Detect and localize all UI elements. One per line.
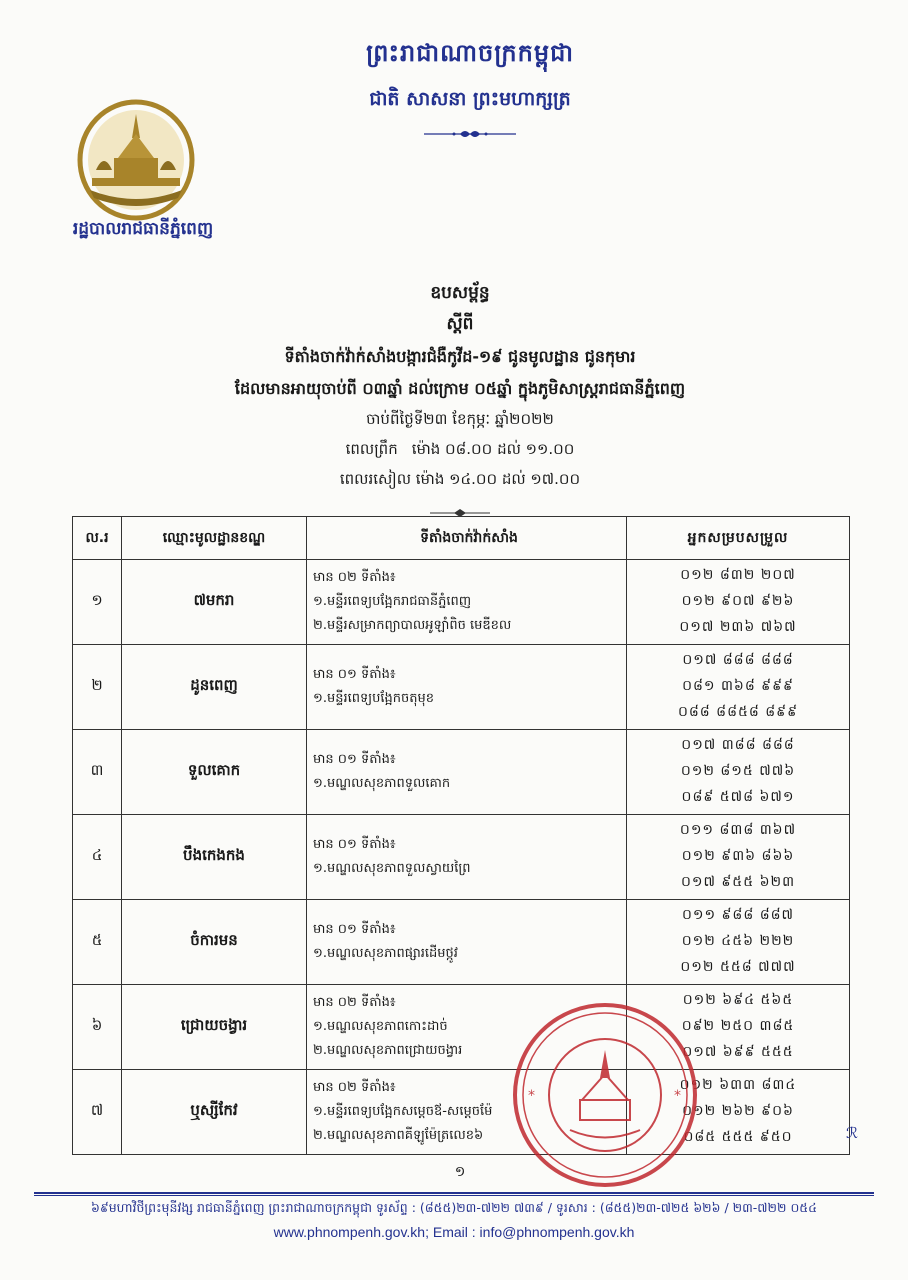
header-no: ល.រ (73, 517, 122, 560)
phone-number: ០១២ ៩០៧ ៩២៦ (681, 593, 795, 609)
location-summary: មាន ០២ ទីតាំង៖ (313, 1080, 396, 1095)
district-name: បឹងកេងកង (122, 815, 307, 900)
phone-number: ០៨១ ៣៦៨ ៩៩៩ (682, 678, 794, 694)
letterhead (250, 38, 690, 144)
location-site: ១.មន្ទីរពេទ្យបង្អែករាជធានីភ្នំពេញ (313, 594, 472, 609)
kingdom-title: ព្រះរាជាណាចក្រកម្ពុជា (366, 39, 574, 67)
municipality-name: រដ្ឋបាលរាជធានីភ្នំពេញ (72, 219, 214, 239)
district-name: ចំការមន (122, 900, 307, 985)
location-cell (307, 730, 627, 815)
location-site: ១.មណ្ឌលសុខភាពទួលគោក (313, 776, 451, 791)
morning-label: ពេលព្រឹក (345, 440, 398, 458)
table-row (73, 900, 850, 985)
table-row (73, 645, 850, 730)
official-seal-stamp-icon (510, 1000, 700, 1190)
afternoon-label: ពេលរសៀល (339, 470, 411, 488)
title-age-range: ដែលមានអាយុចាប់ពី ០៣ឆ្នាំ ដល់ក្រោម ០៥ឆ្នាំ ក្នុងភូមិសាស្ត្ររាជធានីភ្នំពេញ (234, 379, 686, 398)
footer-contact: www.phnompenh.gov.kh; Email : info@phnompenh.gov.kh (273, 1224, 635, 1240)
annex-label: ឧបសម្ព័ន្ធ (430, 283, 490, 303)
phone-number: ០១២ ២៦២ ៩០៦ (682, 1103, 794, 1119)
afternoon-time: ម៉ោង ១៤.០០ ដល់ ១៧.០០ (415, 470, 581, 488)
coordinator-phones (627, 815, 850, 900)
footer-address: ៦៩មហាវិថីព្រះមុនីវង្ស រាជធានីភ្នំពេញ ព្រះរាជាណាចក្រកម្ពុជា ទូរស័ព្ទ : (៨៥៥)២៣-៧២២ ៧៣៩ / ទូរសារ : (៨៥៥)២៣-៧២៥ ៦២៦ / ២៣-៧២២ ០៥៤ (91, 1200, 817, 1215)
svg-text:*: * (674, 1088, 681, 1104)
location-summary: មាន ០១ ទីតាំង៖ (313, 752, 396, 767)
afternoon-session (140, 470, 780, 492)
header-coordinator: អ្នកសម្របសម្រួល (627, 517, 850, 560)
location-site: ១.មណ្ឌលសុខភាពទួលស្វាយព្រៃ (313, 861, 471, 876)
row-number: ៧ (73, 1070, 122, 1155)
location-site: ១.មន្ទីរពេទ្យបង្អែកសម្តេចឪ-សម្តេចម៉ែ (313, 1104, 493, 1119)
district-name: ទួលគោក (122, 730, 307, 815)
district-name: ជ្រោយចង្វារ (122, 985, 307, 1070)
location-cell (307, 900, 627, 985)
row-number: ២ (73, 645, 122, 730)
district-name: ៧មករា (122, 560, 307, 645)
location-summary: មាន ០១ ទីតាំង៖ (313, 922, 396, 937)
phone-number: ០១២ ៥៥៨ ៧៧៧ (680, 959, 796, 975)
district-name: ឬស្សីកែវ (122, 1070, 307, 1155)
location-summary: មាន ០២ ទីតាំង៖ (313, 570, 396, 585)
phone-number: ០១៧ ៣៨៨ ៨៨៨ (681, 737, 795, 753)
morning-time: ម៉ោង ០៨.០០ ដល់ ១១.០០ (411, 440, 575, 458)
vaccination-schedule-table (72, 516, 850, 1155)
header-location: ទីតាំងចាក់វ៉ាក់សាំង (307, 517, 627, 560)
location-cell (307, 815, 627, 900)
table-header-row (73, 517, 850, 560)
location-site: ១.មណ្ឌលសុខភាពផ្សារដើមថ្កូវ (313, 946, 458, 961)
coordinator-phones (627, 730, 850, 815)
location-site: ១.មន្ទីរពេទ្យបង្អែកចតុមុខ (313, 691, 434, 706)
header-ornament-icon (250, 125, 690, 144)
national-motto: ជាតិ សាសនា ព្រះមហាក្សត្រ (369, 88, 571, 110)
phone-number: ០១២ ៨១៥ ៧៧៦ (680, 763, 796, 779)
row-number: ១ (73, 560, 122, 645)
row-number: ៣ (73, 730, 122, 815)
phnom-penh-emblem-icon (74, 98, 198, 226)
location-site: ១.មណ្ឌលសុខភាពកោះដាច់ (313, 1019, 448, 1034)
phone-number: ០៩២ ២៥០ ៣៨៥ (681, 1018, 795, 1034)
header-district: ឈ្មោះមូលដ្ឋានខណ្ឌ (122, 517, 307, 560)
phone-number: ០១៧ ៩៥៥ ៦២៣ (680, 874, 796, 890)
table-row (73, 730, 850, 815)
phone-number: ០១២ ៨៣២ ២០៧ (680, 567, 796, 583)
location-cell (307, 645, 627, 730)
phone-number: ០៨៥ ៥៥៥ ៩៥០ (683, 1129, 793, 1145)
location-cell (307, 560, 627, 645)
morning-session (140, 440, 780, 462)
document-title (140, 282, 780, 521)
table-row (73, 985, 850, 1070)
coordinator-phones (627, 560, 850, 645)
table-row (73, 560, 850, 645)
title-start-date: ចាប់ពីថ្ងៃទី២៣ ខែកុម្ភៈ ឆ្នាំ២០២២ (366, 410, 554, 428)
phone-number: ០១២ ៩៣៦ ៨៦៦ (681, 848, 795, 864)
phone-number: ០១២ ៤៥៦ ២២២ (681, 933, 795, 949)
coordinator-phones (627, 900, 850, 985)
page-number: ១ (454, 1164, 466, 1180)
phone-number: ០១២ ៦៣៣ ៨៣៤ (679, 1077, 797, 1093)
location-site: ២.មណ្ឌលសុខភាពគីឡូម៉ែត្រលេខ៦ (313, 1128, 484, 1143)
handwritten-initial: ℛ (846, 1124, 858, 1142)
location-site: ២.មន្ទីរសម្រាកព្យាបាលអូឡាំពិច មេឌីខល (313, 618, 512, 633)
phone-number: ០៨៩ ៥៧៨ ៦៧១ (681, 789, 795, 805)
coordinator-phones (627, 645, 850, 730)
footer-divider-thin (34, 1195, 874, 1196)
phone-number: ០១១ ៩៨៨ ៨៨៧ (681, 907, 795, 923)
row-number: ៥ (73, 900, 122, 985)
title-subject: ទីតាំងចាក់វ៉ាក់សាំងបង្ការជំងឺកូវីដ-១៩ ជូនមូលដ្ឋាន ជូនកុមារ (284, 347, 636, 366)
location-summary: មាន ០១ ទីតាំង៖ (313, 837, 396, 852)
location-summary: មាន ០២ ទីតាំង៖ (313, 995, 396, 1010)
about-label: ស្តីពី (446, 314, 474, 334)
row-number: ៤ (73, 815, 122, 900)
table-row (73, 1070, 850, 1155)
location-site: ២.មណ្ឌលសុខភាពជ្រោយចង្វារ (313, 1043, 463, 1058)
footer-divider (34, 1192, 874, 1194)
phone-number: ០១១ ៨៣៨ ៣៦៧ (679, 822, 797, 838)
location-summary: មាន ០១ ទីតាំង៖ (313, 667, 396, 682)
phone-number: ០១២ ៦៩៤ ៥៦៥ (682, 992, 794, 1008)
phone-number: ០៨៨ ៨៨៥៨ ៨៩៩ (677, 704, 799, 720)
row-number: ៦ (73, 985, 122, 1070)
phone-number: ០១៧ ២៣៦ ៧៦៧ (679, 619, 797, 635)
phone-number: ០១៧ ៦៩៩ ៥៥៥ (682, 1044, 794, 1060)
svg-text:*: * (528, 1088, 535, 1104)
district-name: ដូនពេញ (122, 645, 307, 730)
phone-number: ០១៧ ៨៨៨ ៨៨៨ (682, 652, 794, 668)
table-row (73, 815, 850, 900)
